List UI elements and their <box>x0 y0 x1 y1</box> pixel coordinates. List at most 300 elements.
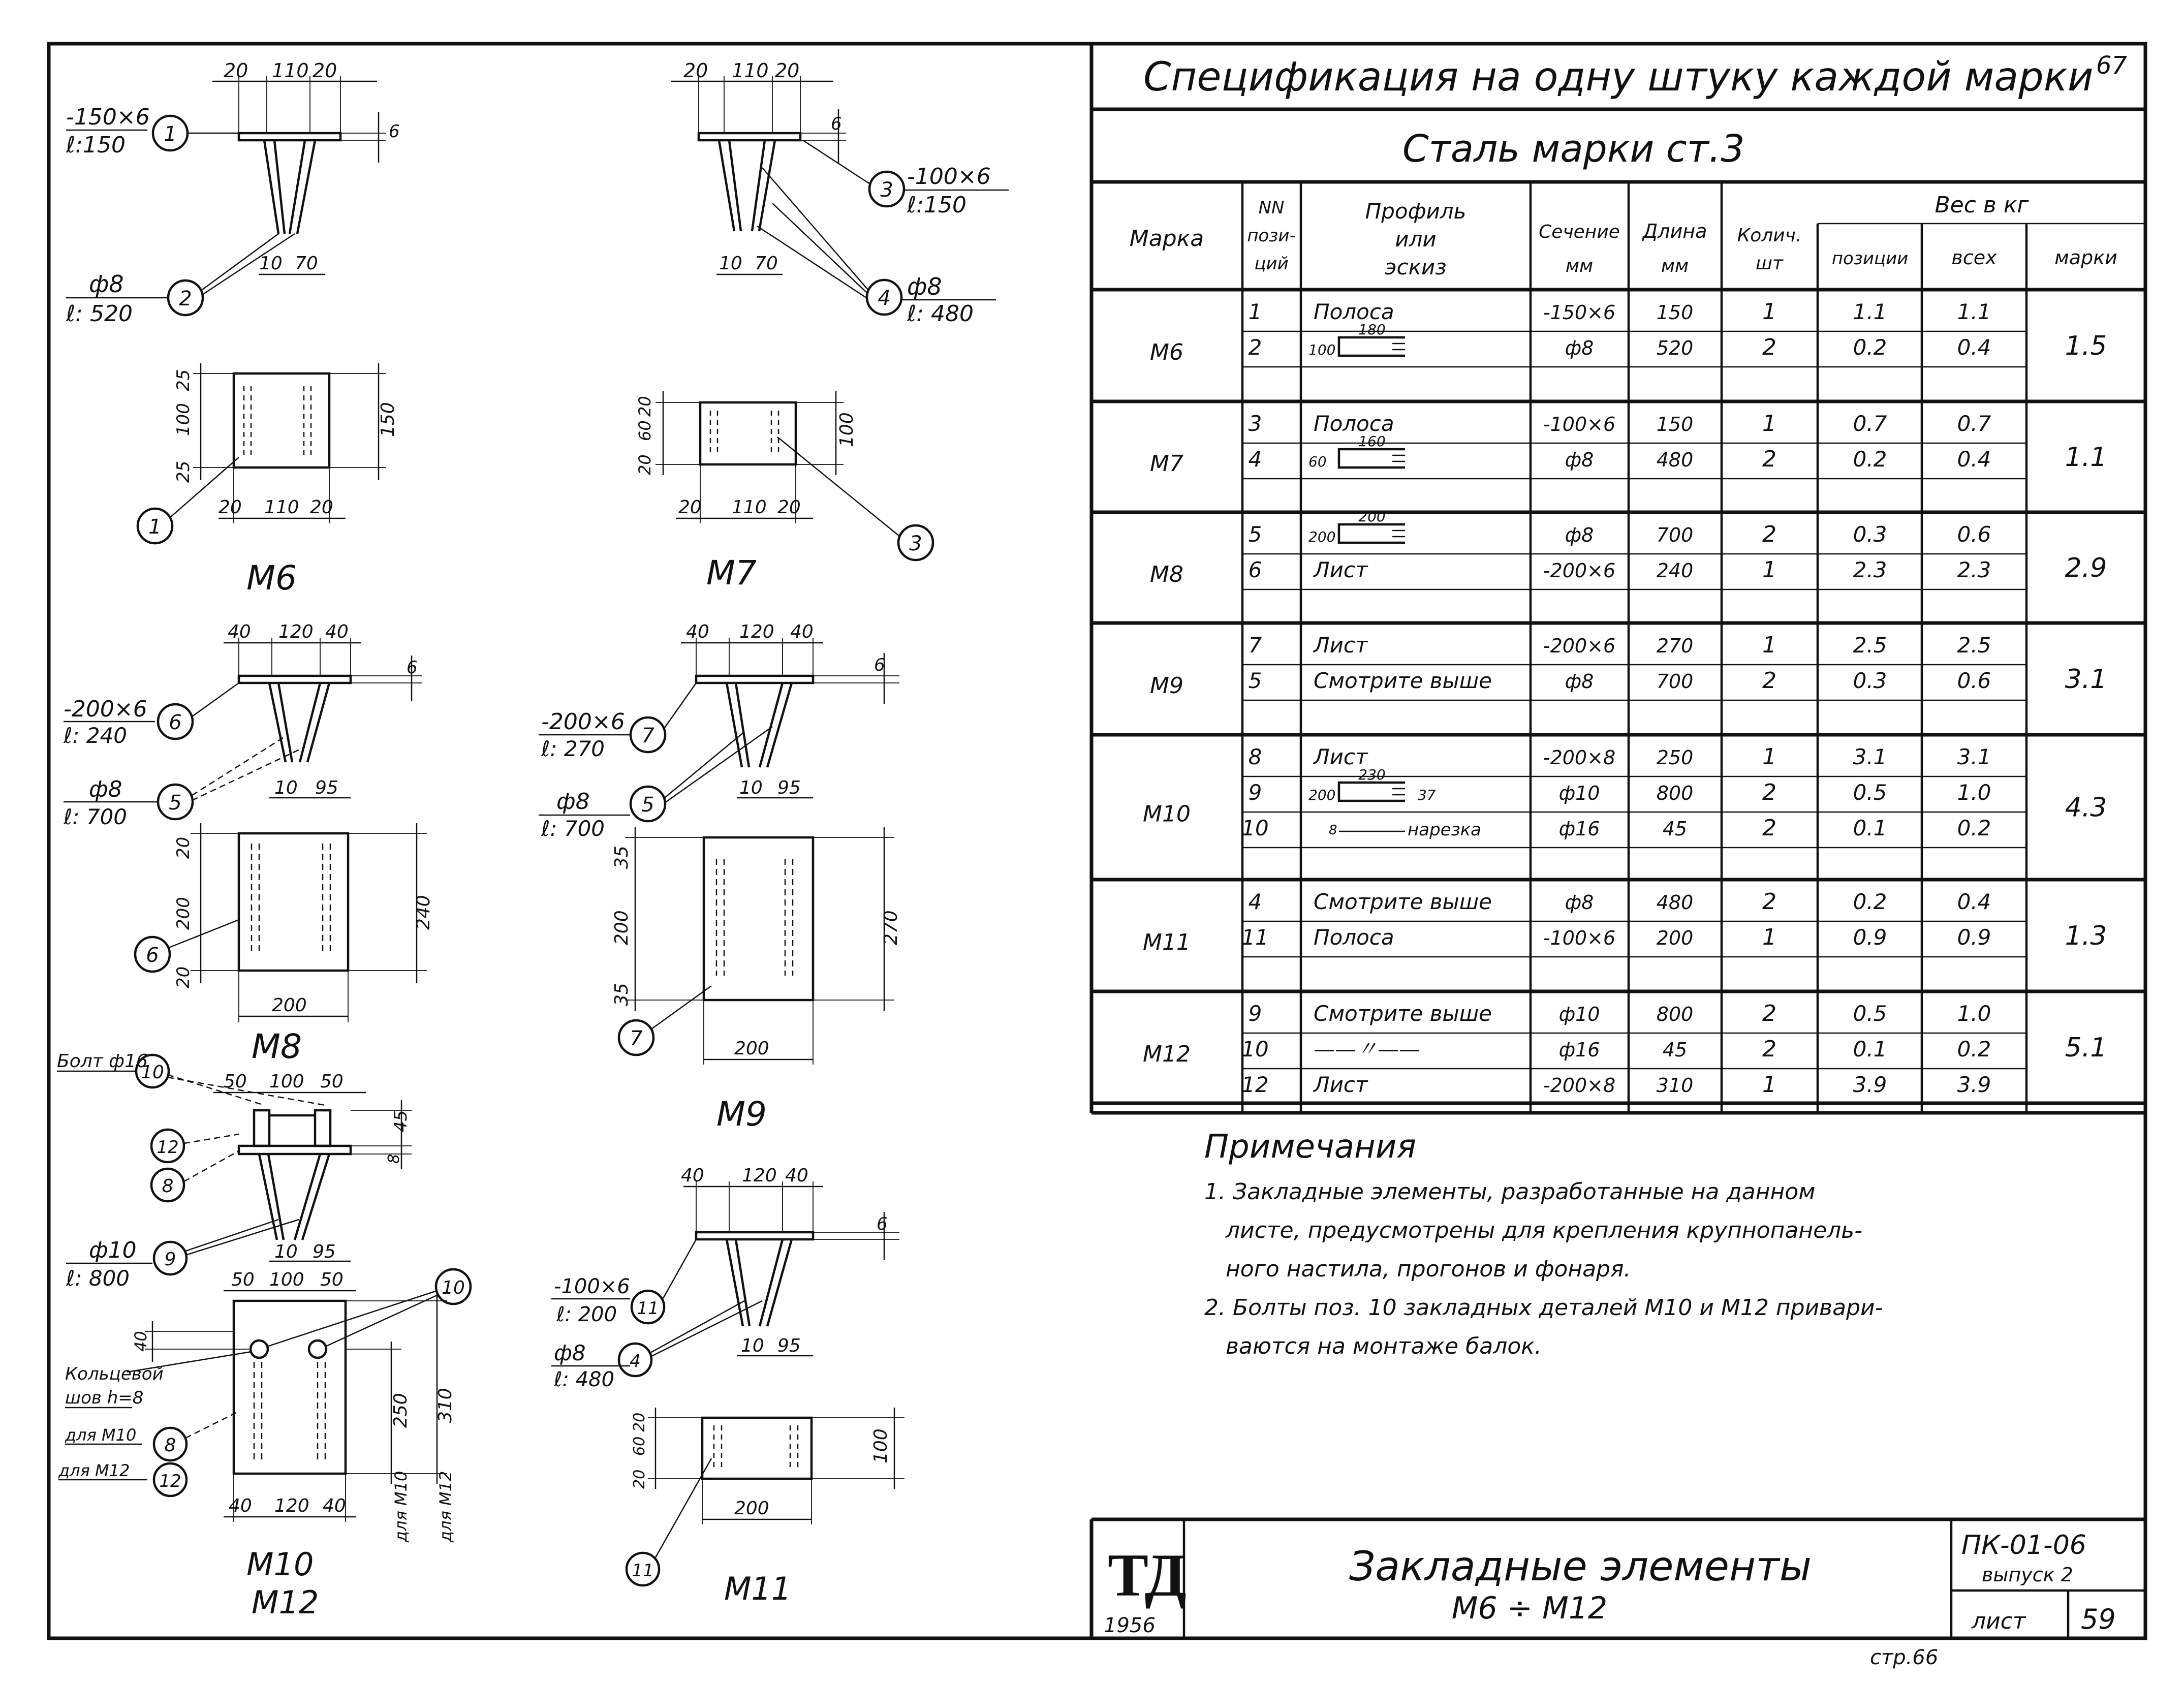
svg-text:ℓ:150: ℓ:150 <box>66 132 126 158</box>
label-m9: М9 <box>716 1095 767 1134</box>
spec-profile: Лист <box>1314 744 1368 769</box>
spec-weight-all: 0.4 <box>1957 889 1991 914</box>
svg-text:10: 10 <box>739 777 763 798</box>
svg-text:для М12: для М12 <box>436 1471 455 1542</box>
spec-section: ф8 <box>1565 891 1594 914</box>
spec-section: ф8 <box>1565 337 1594 359</box>
stamp-sheet-number: 59 <box>2081 1603 2116 1635</box>
notes-line-5: ваются на монтаже балок. <box>1226 1333 1542 1359</box>
stamp-issue: выпуск 2 <box>1982 1564 2073 1586</box>
svg-text:200: 200 <box>734 1498 769 1519</box>
svg-text:ф8: ф8 <box>556 789 590 815</box>
notes-line-4: 2. Болты поз. 10 закладных деталей М10 и М12 привари- <box>1204 1295 1883 1321</box>
svg-text:20: 20 <box>173 836 194 859</box>
svg-text:250: 250 <box>390 1393 411 1428</box>
col-weight-pos: позиции <box>1831 248 1909 269</box>
svg-text:10: 10 <box>719 253 742 274</box>
stamp-subtitle: М6 ÷ М12 <box>1451 1591 1608 1626</box>
spec-weight-pos: 2.5 <box>1853 633 1887 658</box>
spec-mark-weight-2: 2.9 <box>2065 553 2107 583</box>
col-weight-all: всех <box>1951 246 1997 269</box>
stamp-page-ref: стр.66 <box>1870 1646 1939 1669</box>
svg-text:95: 95 <box>777 777 801 798</box>
svg-text:10: 10 <box>274 777 298 798</box>
spec-profile: Смотрите выше <box>1314 1001 1492 1026</box>
svg-text:20: 20 <box>631 1412 648 1432</box>
spec-qty: 2 <box>1762 1036 1776 1062</box>
spec-section: ф8 <box>1565 449 1594 471</box>
spec-weight-pos: 0.2 <box>1853 889 1887 914</box>
stamp-logo: ТД <box>1108 1541 1187 1609</box>
svg-text:Кольцевой: Кольцевой <box>65 1364 164 1384</box>
svg-text:6: 6 <box>874 655 885 675</box>
spec-qty: 2 <box>1762 668 1776 694</box>
svg-text:20: 20 <box>635 454 654 475</box>
svg-text:120: 120 <box>739 621 774 642</box>
svg-text:310: 310 <box>435 1388 456 1423</box>
spec-length: 480 <box>1656 891 1694 914</box>
svg-text:3: 3 <box>909 532 922 555</box>
svg-text:шов h=8: шов h=8 <box>65 1388 144 1408</box>
spec-qty: 2 <box>1762 521 1776 547</box>
spec-weight-all: 1.1 <box>1957 299 1991 324</box>
svg-text:95: 95 <box>315 777 338 798</box>
label-m7: М7 <box>706 553 757 592</box>
spec-length: 270 <box>1656 635 1694 657</box>
col-profile-b: или <box>1395 227 1437 252</box>
spec-weight-pos: 0.2 <box>1853 335 1887 360</box>
svg-text:-200×6: -200×6 <box>64 696 147 722</box>
sketch-dim-left: 200 <box>1308 787 1336 803</box>
col-weight-mark: марки <box>2054 246 2117 269</box>
spec-body <box>1091 299 2145 1104</box>
spec-pos: 2 <box>1248 335 1262 360</box>
spec-mark-weight-1: 1.1 <box>2065 442 2107 473</box>
spec-weight-all: 2.5 <box>1957 633 1991 658</box>
stamp-title: Закладные элементы <box>1349 1543 1812 1590</box>
spec-pos: 1 <box>1248 299 1262 324</box>
spec-weight-pos: 0.3 <box>1853 668 1887 693</box>
spec-mark-weight-4: 4.3 <box>2065 792 2107 823</box>
spec-pos: 11 <box>1241 925 1269 950</box>
svg-text:8: 8 <box>162 1176 174 1197</box>
svg-text:200: 200 <box>173 897 194 930</box>
spec-pos: 7 <box>1248 633 1262 658</box>
spec-profile: Лист <box>1314 633 1368 658</box>
spec-weight-all: 3.1 <box>1957 744 1991 769</box>
col-section-b: мм <box>1565 256 1594 276</box>
sketch-dim-left: 8 <box>1329 823 1337 838</box>
col-marka: Марка <box>1129 226 1204 252</box>
spec-mark-weight-6: 5.1 <box>2065 1033 2107 1063</box>
label-m10: М10 <box>246 1546 314 1583</box>
spec-length: 800 <box>1656 1003 1694 1025</box>
spec-qty: 2 <box>1762 446 1776 472</box>
spec-pos: 3 <box>1248 411 1262 436</box>
drawing-m9 <box>539 621 901 1134</box>
svg-text:100: 100 <box>173 403 194 436</box>
svg-text:6: 6 <box>389 121 400 142</box>
svg-text:5: 5 <box>169 791 182 815</box>
svg-text:110: 110 <box>732 59 769 82</box>
svg-text:6: 6 <box>407 658 418 678</box>
spec-section: -200×6 <box>1543 559 1616 582</box>
sketch-dim-top: 180 <box>1358 321 1386 338</box>
sketch-dim-left: 100 <box>1308 341 1336 358</box>
spec-pos: 5 <box>1248 522 1262 547</box>
svg-text:12: 12 <box>157 1137 179 1158</box>
svg-text:20: 20 <box>631 1469 648 1489</box>
svg-text:10: 10 <box>741 1335 764 1356</box>
spec-pos: 9 <box>1248 1001 1262 1026</box>
svg-text:120: 120 <box>742 1165 777 1186</box>
label-m11: М11 <box>724 1570 792 1607</box>
col-profile-c: эскиз <box>1385 255 1447 279</box>
svg-text:ℓ: 480: ℓ: 480 <box>907 301 974 327</box>
svg-text:40: 40 <box>228 621 251 642</box>
svg-text:40: 40 <box>790 621 814 642</box>
svg-text:6: 6 <box>877 1214 888 1234</box>
drawing-m8 <box>63 621 434 1066</box>
spec-pos: 12 <box>1241 1072 1269 1097</box>
col-section-a: Сечение <box>1539 222 1620 242</box>
svg-text:200: 200 <box>272 995 307 1016</box>
col-weight: Вес в кг <box>1935 192 2029 218</box>
svg-text:ℓ: 800: ℓ: 800 <box>66 1266 130 1291</box>
svg-text:20: 20 <box>775 59 800 82</box>
svg-text:95: 95 <box>777 1335 801 1356</box>
svg-text:10: 10 <box>274 1241 298 1262</box>
spec-profile: нарезка <box>1408 820 1482 840</box>
svg-text:12: 12 <box>159 1471 181 1491</box>
sheet-corner-number: 67 <box>2096 51 2128 80</box>
rod-sketch-icon <box>1339 449 1405 467</box>
spec-mark-weight-5: 1.3 <box>2065 921 2107 951</box>
svg-text:45: 45 <box>391 1110 411 1132</box>
svg-text:95: 95 <box>313 1241 336 1262</box>
spec-qty: 1 <box>1762 924 1776 950</box>
svg-text:ф8: ф8 <box>907 273 942 300</box>
svg-text:270: 270 <box>881 910 901 945</box>
svg-text:40: 40 <box>325 621 349 642</box>
svg-text:ф8: ф8 <box>89 776 122 802</box>
svg-text:4: 4 <box>630 1351 641 1371</box>
svg-text:7: 7 <box>641 724 654 747</box>
svg-text:ℓ: 480: ℓ: 480 <box>554 1368 615 1391</box>
svg-text:100: 100 <box>269 1071 304 1092</box>
col-pos-c: ций <box>1254 254 1289 274</box>
svg-text:ℓ:150: ℓ:150 <box>907 192 966 218</box>
svg-text:110: 110 <box>272 59 309 82</box>
svg-text:10: 10 <box>259 253 283 274</box>
spec-length: 150 <box>1656 301 1694 324</box>
drawing-m10-m12 <box>57 1051 471 1621</box>
svg-text:100: 100 <box>269 1269 304 1290</box>
svg-text:11: 11 <box>637 1298 659 1319</box>
svg-text:8: 8 <box>164 1435 176 1456</box>
svg-text:40: 40 <box>229 1495 252 1516</box>
svg-text:Болт ф16: Болт ф16 <box>57 1051 148 1072</box>
svg-text:1: 1 <box>148 515 162 539</box>
spec-weight-pos: 2.3 <box>1853 557 1887 582</box>
notes-block <box>1204 1128 2160 1366</box>
spec-mark-weight-0: 1.5 <box>2065 331 2107 361</box>
spec-section: ф10 <box>1558 1003 1600 1025</box>
svg-text:ф8: ф8 <box>89 270 124 298</box>
svg-text:ф8: ф8 <box>554 1340 586 1365</box>
rod-sketch-icon <box>1339 783 1405 801</box>
spec-mark-5: М11 <box>1143 929 1191 955</box>
spec-length: 45 <box>1662 818 1688 840</box>
spec-weight-all: 0.2 <box>1957 816 1991 840</box>
svg-text:35: 35 <box>611 846 632 869</box>
sketch-dim-left: 60 <box>1308 453 1327 470</box>
svg-text:6: 6 <box>831 114 842 134</box>
spec-weight-all: 0.6 <box>1957 522 1991 547</box>
sheet-frame <box>49 44 2145 1638</box>
spec-weight-pos: 3.9 <box>1853 1072 1887 1097</box>
svg-text:20: 20 <box>635 396 654 417</box>
spec-length: 200 <box>1656 927 1694 949</box>
svg-text:для М10: для М10 <box>65 1425 137 1445</box>
svg-text:ℓ: 270: ℓ: 270 <box>541 736 605 761</box>
drawing-m6 <box>66 59 400 598</box>
svg-text:ℓ: 700: ℓ: 700 <box>64 804 128 829</box>
svg-text:-150×6: -150×6 <box>66 104 150 130</box>
spec-profile: ——〃—— <box>1314 1037 1421 1062</box>
svg-text:50: 50 <box>231 1269 255 1290</box>
spec-section: ф16 <box>1558 818 1600 840</box>
stamp-code: ПК-01-06 <box>1961 1530 2086 1561</box>
svg-text:60: 60 <box>635 420 654 441</box>
rod-sketch-icon <box>1339 337 1405 356</box>
svg-text:25: 25 <box>173 369 194 391</box>
spec-profile: Смотрите выше <box>1314 889 1492 914</box>
spec-weight-pos: 0.5 <box>1853 1001 1887 1026</box>
svg-text:20: 20 <box>224 59 248 82</box>
spec-weight-pos: 3.1 <box>1853 744 1887 769</box>
spec-qty: 2 <box>1762 815 1776 841</box>
sketch-dim-right: 37 <box>1418 787 1436 803</box>
svg-text:ℓ: 520: ℓ: 520 <box>66 301 133 327</box>
spec-qty: 1 <box>1762 411 1776 436</box>
svg-text:8: 8 <box>385 1153 403 1164</box>
notes-line-3: ного настила, прогонов и фонаря. <box>1226 1256 1631 1282</box>
spec-length: 45 <box>1662 1039 1688 1061</box>
svg-text:40: 40 <box>785 1165 808 1186</box>
spec-qty: 2 <box>1762 334 1776 360</box>
spec-profile: Полоса <box>1314 925 1394 950</box>
spec-weight-all: 2.3 <box>1957 557 1991 582</box>
svg-text:200: 200 <box>611 910 632 945</box>
spec-section: ф8 <box>1565 670 1594 693</box>
svg-text:9: 9 <box>164 1249 176 1270</box>
sketch-dim-top: 230 <box>1358 766 1386 783</box>
spec-profile: Смотрите выше <box>1314 668 1492 693</box>
spec-length: 240 <box>1656 559 1694 582</box>
svg-text:25: 25 <box>173 460 194 483</box>
spec-pos: 9 <box>1248 780 1262 805</box>
spec-weight-pos: 0.9 <box>1853 925 1887 950</box>
svg-text:70: 70 <box>755 253 778 274</box>
sketch-dim-top: 160 <box>1358 433 1386 450</box>
svg-text:1: 1 <box>164 122 177 146</box>
svg-text:70: 70 <box>295 253 318 274</box>
spec-length: 310 <box>1656 1074 1694 1097</box>
spec-pos: 6 <box>1248 557 1262 582</box>
spec-subtitle: Сталь марки ст.3 <box>1402 127 1745 171</box>
spec-section: ф16 <box>1558 1039 1600 1061</box>
spec-qty: 1 <box>1762 299 1776 325</box>
svg-text:5: 5 <box>641 793 654 817</box>
svg-text:100: 100 <box>836 412 857 447</box>
spec-weight-all: 0.9 <box>1957 925 1991 950</box>
svg-text:ф10: ф10 <box>89 1237 137 1263</box>
svg-text:6: 6 <box>146 944 159 967</box>
svg-text:2: 2 <box>179 287 192 310</box>
spec-pos: 10 <box>1241 1037 1269 1062</box>
spec-weight-all: 1.0 <box>1957 780 1991 805</box>
spec-qty: 2 <box>1762 779 1776 805</box>
col-length-b: мм <box>1661 256 1689 276</box>
spec-pos: 5 <box>1248 668 1262 693</box>
col-qty-a: Колич. <box>1737 225 1802 246</box>
spec-weight-pos: 0.1 <box>1853 816 1887 840</box>
svg-text:для М12: для М12 <box>58 1461 130 1480</box>
svg-text:20: 20 <box>777 497 801 518</box>
stamp-sheet-label: лист <box>1972 1608 2026 1634</box>
title-block <box>1091 1519 2145 1669</box>
spec-qty: 2 <box>1762 889 1776 915</box>
spec-mark-3: М9 <box>1150 673 1183 699</box>
spec-section: -100×6 <box>1543 413 1616 435</box>
spec-profile: Лист <box>1314 557 1368 582</box>
svg-text:10: 10 <box>141 1062 164 1083</box>
spec-section: -200×8 <box>1543 746 1616 769</box>
spec-weight-pos: 1.1 <box>1853 299 1887 324</box>
sketch-dim-left: 200 <box>1308 528 1336 545</box>
svg-text:40: 40 <box>681 1165 704 1186</box>
spec-pos: 4 <box>1248 889 1262 914</box>
label-m12: М12 <box>252 1584 319 1621</box>
svg-text:50: 50 <box>320 1071 344 1092</box>
svg-text:-100×6: -100×6 <box>554 1275 630 1298</box>
rod-sketch-icon <box>1339 524 1405 543</box>
spec-title: Спецификация на одну штуку каждой марки <box>1143 54 2094 100</box>
svg-text:35: 35 <box>611 983 632 1006</box>
svg-text:3: 3 <box>880 178 893 202</box>
svg-text:110: 110 <box>264 497 299 518</box>
spec-weight-all: 0.6 <box>1957 668 1991 693</box>
spec-qty: 1 <box>1762 744 1776 770</box>
svg-text:20: 20 <box>678 497 702 518</box>
spec-weight-pos: 0.7 <box>1853 411 1887 436</box>
spec-section: -200×8 <box>1543 1074 1616 1097</box>
spec-weight-pos: 0.2 <box>1853 447 1887 472</box>
svg-text:20: 20 <box>683 59 708 82</box>
drawing-m11 <box>551 1165 904 1607</box>
spec-weight-pos: 0.5 <box>1853 780 1887 805</box>
col-qty-b: шт <box>1756 253 1783 274</box>
svg-text:20: 20 <box>219 497 242 518</box>
spec-pos: 4 <box>1248 447 1262 472</box>
svg-text:6: 6 <box>169 711 182 734</box>
svg-text:110: 110 <box>732 497 767 518</box>
svg-text:-200×6: -200×6 <box>541 709 625 735</box>
svg-text:20: 20 <box>173 966 194 988</box>
label-m8: М8 <box>252 1027 302 1066</box>
col-pos-b: пози- <box>1247 226 1296 246</box>
svg-text:150: 150 <box>378 402 398 437</box>
spec-section: ф8 <box>1565 524 1594 546</box>
spec-weight-all: 0.4 <box>1957 335 1991 360</box>
svg-text:20: 20 <box>310 497 333 518</box>
spec-mark-weight-3: 3.1 <box>2065 664 2107 695</box>
col-pos-a: NN <box>1258 198 1285 218</box>
spec-weight-all: 0.7 <box>1957 411 1991 436</box>
svg-text:10: 10 <box>442 1277 465 1298</box>
svg-text:для М10: для М10 <box>391 1471 411 1542</box>
svg-text:120: 120 <box>274 1495 309 1516</box>
col-length-a: Длина <box>1642 220 1707 242</box>
svg-text:240: 240 <box>413 895 434 930</box>
notes-line-2: листе, предусмотрены для крепления крупнопанель- <box>1226 1218 1863 1243</box>
spec-mark-2: М8 <box>1150 562 1183 587</box>
spec-mark-0: М6 <box>1150 339 1183 365</box>
spec-section: ф10 <box>1558 782 1600 804</box>
spec-length: 150 <box>1656 413 1694 435</box>
drawing-m7 <box>635 59 1009 592</box>
svg-text:ℓ: 240: ℓ: 240 <box>64 723 128 748</box>
spec-length: 250 <box>1656 746 1694 769</box>
spec-section: -200×6 <box>1543 635 1616 657</box>
spec-mark-4: М10 <box>1143 801 1191 827</box>
spec-mark-1: М7 <box>1150 451 1183 477</box>
svg-text:120: 120 <box>278 621 314 642</box>
spec-table <box>1091 54 2145 1113</box>
svg-text:ℓ: 700: ℓ: 700 <box>541 816 605 841</box>
col-profile-a: Профиль <box>1365 199 1467 224</box>
spec-length: 480 <box>1656 449 1694 471</box>
spec-profile: Полоса <box>1314 411 1394 436</box>
svg-text:100: 100 <box>870 1428 891 1463</box>
sketch-dim-top: 200 <box>1358 508 1386 525</box>
spec-weight-pos: 0.3 <box>1853 522 1887 547</box>
spec-profile: Лист <box>1314 1072 1368 1097</box>
stamp-year: 1956 <box>1104 1614 1156 1637</box>
spec-pos: 10 <box>1241 816 1269 840</box>
spec-weight-all: 3.9 <box>1957 1072 1991 1097</box>
spec-qty: 1 <box>1762 557 1776 583</box>
svg-text:40: 40 <box>686 621 709 642</box>
spec-weight-all: 0.4 <box>1957 447 1991 472</box>
svg-text:20: 20 <box>313 59 337 82</box>
svg-text:200: 200 <box>734 1038 769 1059</box>
spec-section: -150×6 <box>1543 301 1616 324</box>
svg-text:11: 11 <box>632 1561 654 1581</box>
spec-length: 800 <box>1656 782 1694 804</box>
svg-text:4: 4 <box>878 287 891 310</box>
spec-qty: 2 <box>1762 1001 1776 1026</box>
spec-profile: Полоса <box>1314 299 1394 324</box>
svg-text:60: 60 <box>631 1436 648 1456</box>
svg-text:50: 50 <box>224 1071 247 1092</box>
spec-qty: 1 <box>1762 632 1776 658</box>
svg-text:40: 40 <box>131 1331 150 1352</box>
spec-section: -100×6 <box>1543 927 1616 949</box>
svg-text:50: 50 <box>320 1269 344 1290</box>
svg-text:40: 40 <box>323 1495 346 1516</box>
